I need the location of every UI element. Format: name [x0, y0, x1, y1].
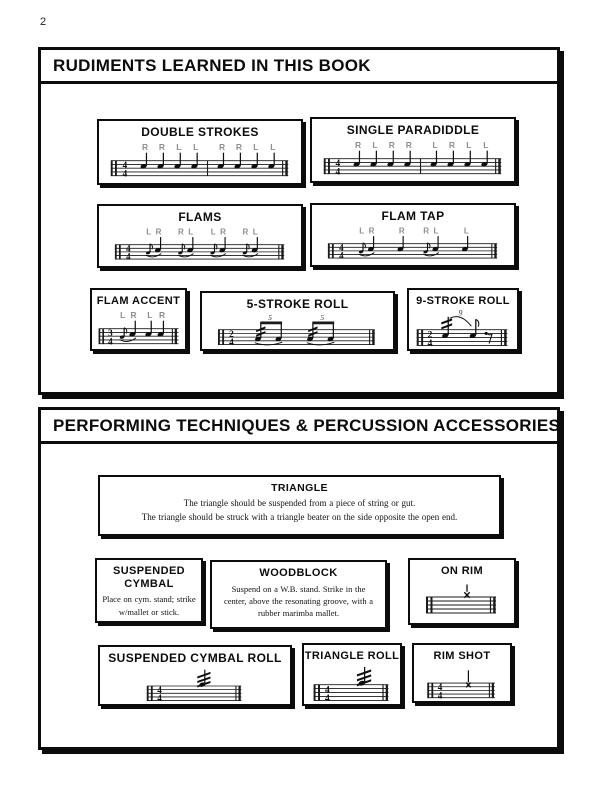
flam-tap-title: FLAM TAP — [381, 209, 445, 223]
sticking-letter: L — [253, 141, 259, 152]
single-paradiddle-staff-notation — [317, 138, 509, 181]
technique-box-triangle-roll — [302, 643, 402, 706]
sticking-letter: R — [388, 139, 395, 150]
flams-staff-notation — [104, 225, 296, 266]
time-signature-bottom: 4 — [437, 689, 443, 700]
time-signature-top: 2 — [427, 328, 433, 340]
triangle-title: TRIANGLE — [271, 482, 328, 494]
technique-box-rim-shot — [412, 643, 512, 703]
sticking-letter: L — [466, 139, 472, 150]
technique-box-triangle — [98, 475, 501, 536]
sticking-letter: L — [432, 139, 438, 150]
woodblock-text: Suspend on a W.B. stand. Strike in the center, above the resonating groove, with a rubber marimba mallet. — [224, 583, 373, 619]
time-signature-top: 4 — [157, 684, 162, 695]
sticking-letter: L — [252, 227, 258, 237]
sticking-letter: L — [359, 226, 365, 236]
single-paradiddle-title: SINGLE PARADIDDLE — [346, 123, 480, 137]
sticking-letter: R — [405, 139, 412, 150]
sticking-letter: R — [158, 141, 166, 152]
techniques-panel-title: PERFORMING TECHNIQUES & PERCUSSION ACCESSORIES — [41, 410, 557, 444]
five-stroke-roll-staff-notation — [211, 312, 385, 349]
sticking-letter: L — [176, 141, 182, 152]
technique-box-suspended-cymbal — [95, 558, 203, 623]
technique-box-on-rim — [408, 558, 516, 625]
suspended-cymbal-text: Place on cym. stand; strike w/mallet or stick. — [102, 594, 196, 617]
five-stroke-roll-title: 5-STROKE ROLL — [246, 297, 349, 311]
triangle-text-line2: The triangle should be struck with a triangle beater on the side opposite the open end. — [141, 511, 458, 522]
sticking-letter: L — [433, 226, 439, 236]
sticking-letter: R — [423, 226, 430, 236]
roll-numeral: 5 — [267, 312, 272, 322]
time-signature-top: 4 — [335, 158, 341, 169]
sticking-letter: L — [372, 139, 378, 150]
sticking-letter: L — [463, 226, 469, 236]
time-signature-top: 3 — [107, 328, 113, 339]
sticking-letter: R — [235, 141, 243, 152]
suspended-cymbal-roll-staff-notation — [141, 666, 249, 704]
rudiment-box-nine-stroke-roll — [407, 288, 519, 351]
time-signature-bottom: 4 — [339, 250, 344, 261]
time-signature-top: 4 — [437, 681, 443, 692]
time-signature-bottom: 4 — [126, 251, 131, 262]
woodblock-title: WOODBLOCK — [259, 567, 338, 579]
roll-numeral: 9 — [458, 308, 463, 318]
nine-stroke-roll-title: 9-STROKE ROLL — [416, 295, 510, 307]
sticking-letter: R — [355, 139, 362, 150]
rim-shot-title: RIM SHOT — [433, 650, 491, 662]
time-signature-top: 2 — [228, 329, 234, 340]
sticking-letter: R — [219, 141, 226, 152]
x-note-group — [464, 584, 469, 597]
sticking-letter: R — [142, 141, 149, 152]
sticking-letter: R — [368, 226, 375, 236]
sticking-letter: L — [119, 309, 125, 320]
techniques-panel — [38, 407, 560, 750]
time-signature-bottom: 4 — [157, 692, 162, 703]
flam-accent-title: FLAM ACCENT — [96, 295, 181, 307]
rudiments-panel — [38, 47, 560, 395]
sticking-letter: L — [270, 141, 276, 152]
sticking-letter: L — [483, 139, 489, 150]
roll-note-group — [357, 667, 371, 686]
flam-note-group — [146, 237, 259, 257]
sticking-letter: R — [398, 226, 405, 236]
x-note-group — [466, 670, 471, 687]
double-strokes-title: DOUBLE STROKES — [141, 125, 259, 139]
triangle-roll-title: TRIANGLE ROLL — [304, 650, 400, 662]
suspended-cymbal-roll-title: SUSPENDED CYMBAL ROLL — [108, 651, 282, 665]
sticking-letter: R — [130, 309, 137, 320]
rudiment-box-flam-accent — [90, 288, 187, 351]
roll-note-group — [197, 669, 210, 687]
sticking-letter: L — [146, 227, 152, 237]
time-signature-top: 4 — [324, 683, 330, 695]
nine-stroke-roll-staff-notation — [415, 308, 511, 349]
sticking-letter: R — [178, 227, 184, 237]
technique-box-suspended-cymbal-roll — [98, 645, 292, 706]
sticking-letter: L — [188, 227, 194, 237]
rudiment-box-flams — [97, 204, 303, 268]
on-rim-title: ON RIM — [440, 565, 484, 577]
sticking-letter: L — [146, 309, 152, 320]
sticking-letter: L — [210, 227, 216, 237]
time-signature-top: 4 — [339, 242, 344, 253]
time-signature-bottom: 4 — [427, 337, 433, 349]
rim-shot-staff-notation — [423, 663, 501, 701]
time-signature-bottom: 4 — [122, 169, 128, 180]
time-signature-bottom: 4 — [228, 337, 234, 348]
flams-title: FLAMS — [178, 210, 222, 224]
time-signature-bottom: 4 — [324, 692, 330, 704]
sticking-letter: R — [220, 227, 226, 237]
technique-box-woodblock — [210, 560, 387, 629]
flam-tap-staff-notation — [317, 224, 509, 265]
time-signature-top: 4 — [122, 160, 128, 171]
sticking-letter: R — [158, 309, 165, 320]
sticking-letter: R — [155, 227, 162, 237]
sticking-letter: L — [193, 141, 199, 152]
sticking-letter: R — [448, 139, 456, 150]
on-rim-staff-notation — [425, 583, 499, 617]
roll-numeral: 5 — [319, 312, 324, 322]
time-signature-bottom: 4 — [107, 336, 113, 347]
page-number: 2 — [40, 16, 47, 28]
suspended-cymbal-title: SUSPENDED CYMBAL — [112, 565, 186, 590]
rudiments-panel-title: RUDIMENTS LEARNED IN THIS BOOK — [41, 50, 557, 84]
flam-tap-note-group — [359, 236, 469, 256]
flam-accent-note-group — [119, 320, 164, 341]
flam-accent-staff-notation — [95, 308, 183, 349]
triangle-text-line1: The triangle should be suspended from a piece of string or gut. — [183, 498, 416, 509]
rudiment-box-double-strokes — [97, 119, 303, 185]
time-signature-top: 4 — [126, 243, 131, 254]
rudiment-box-flam-tap — [310, 203, 516, 267]
time-signature-bottom: 4 — [335, 167, 341, 178]
rudiment-box-single-paradiddle — [310, 117, 516, 183]
double-strokes-staff-notation — [104, 140, 296, 183]
triangle-roll-staff-notation — [312, 663, 392, 704]
rudiment-box-five-stroke-roll — [200, 291, 395, 351]
sticking-letter: R — [242, 227, 249, 237]
